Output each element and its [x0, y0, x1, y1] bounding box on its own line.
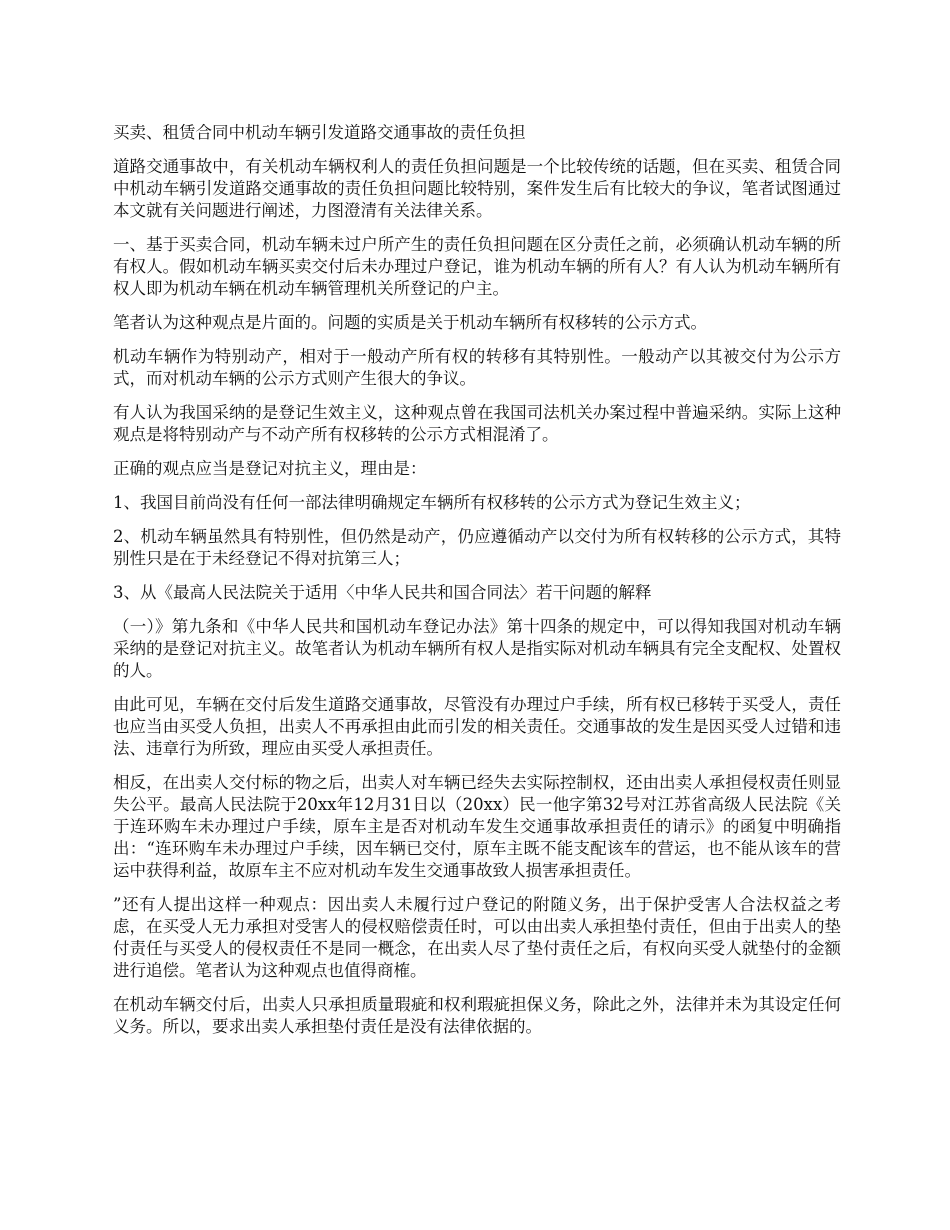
- paragraph-intro: 道路交通事故中，有关机动车辆权利人的责任负担问题是一个比较传统的话题，但在买卖、租赁合同中机动车辆引发道路交通事故的责任负担问题比较特别，案件发生后有比较大的争议，笔者试图通过本文就有关问题进行阐述，力图澄清有关法律关系。: [113, 157, 841, 220]
- paragraph-registration-effect: 有人认为我国采纳的是登记生效主义，这种观点曾在我国司法机关办案过程中普遍采纳。实际上这种观点是将特别动产与不动产所有权移转的公示方式相混淆了。: [113, 403, 841, 444]
- paragraph-reason-3: 3、从《最高人民法院关于适用〈中华人民共和国合同法〉若干问题的解释: [113, 583, 652, 602]
- paragraph-author-view: 笔者认为这种观点是片面的。问题的实质是关于机动车辆所有权移转的公示方式。: [113, 313, 707, 332]
- paragraph-interpretation: （一）》第九条和《中华人民共和国机动车登记办法》第十四条的规定中，可以得知我国对机动车辆采纳的是登记对抗主义。故笔者认为机动车辆所有权人是指实际对机动车辆具有完全支配权、处置权的人。: [113, 617, 841, 680]
- paragraph-ownership: 一、基于买卖合同，机动车辆未过户所产生的责任负担问题在区分责任之前，必须确认机动车辆的所有权人。假如机动车辆买卖交付后未办理过户登记，谁为机动车辆的所有人？有人认为机动车辆所有权人即为机动车辆在机动车辆管理机关所登记的户主。: [113, 235, 841, 298]
- paragraph-reason-2: 2、机动车辆虽然具有特别性，但仍然是动产，仍应遵循动产以交付为所有权转移的公示方式，其特别性只是在于未经登记不得对抗第三人；: [113, 527, 841, 568]
- document-title: 买卖、租赁合同中机动车辆引发道路交通事故的责任负担: [113, 123, 526, 142]
- paragraph-correct-view: 正确的观点应当是登记对抗主义，理由是：: [113, 459, 427, 478]
- paragraph-seller-obligations: 在机动车辆交付后，出卖人只承担质量瑕疵和权利瑕疵担保义务，除此之外，法律并未为其设定任何义务。所以，要求出卖人承担垫付责任是没有法律依据的。: [113, 995, 841, 1036]
- paragraph-reason-1: 1、我国目前尚没有任何一部法律明确规定车辆所有权移转的公示方式为登记生效主义；: [113, 493, 751, 512]
- paragraph-special-movable: 机动车辆作为特别动产，相对于一般动产所有权的转移有其特别性。一般动产以其被交付为公示方式，而对机动车辆的公示方式则产生很大的争议。: [113, 347, 841, 388]
- paragraph-supreme-court-reply: 相反，在出卖人交付标的物之后，出卖人对车辆已经失去实际控制权，还由出卖人承担侵权责任则显失公平。最高人民法院于20xx年12月31日以（20xx）民一他字第32号对江苏省高级人民法院《关于连环购车未办理过户手续，原车主是否对机动车发生交通事故承担责任的请示》的函复中明确指出：“连环购车未办理过户手续，因车辆已交付，原车主既不能支配该车的营运，也不能从该车的营运中获得利益，故原车主不应对机动车发生交通事故致人损害承担责任。: [113, 773, 841, 880]
- paragraph-advance-payment-view: ”还有人提出这样一种观点：因出卖人未履行过户登记的附随义务，出于保护受害人合法权益之考虑，在买受人无力承担对受害人的侵权赔偿责任时，可以由出卖人承担垫付责任，但由于出卖人的垫付责任与买受人的侵权责任不是同一概念，在出卖人尽了垫付责任之后，有权向买受人就垫付的金额进行追偿。笔者认为这种观点也值得商榷。: [113, 895, 841, 980]
- document-page: [113, 122, 841, 1050]
- paragraph-conclusion: 由此可见，车辆在交付后发生道路交通事故，尽管没有办理过户手续，所有权已移转于买受人，责任也应当由买受人负担，出卖人不再承担由此而引发的相关责任。交通事故的发生是因买受人过错和违法、违章行为所致，理应由买受人承担责任。: [113, 695, 841, 758]
